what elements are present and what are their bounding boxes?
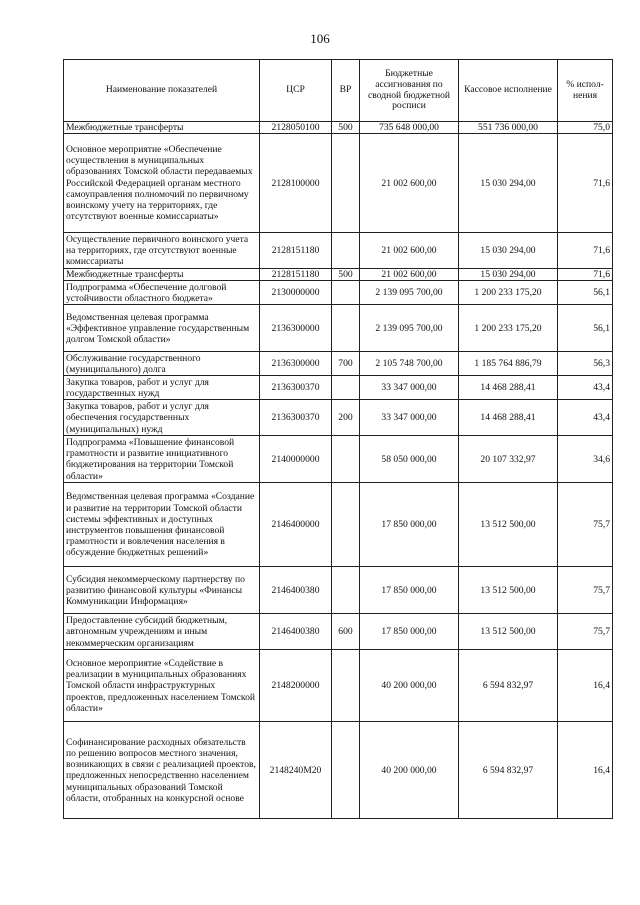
row-csr-cell: 2140000000 bbox=[260, 436, 332, 483]
table-row bbox=[64, 281, 613, 305]
row-assigned-cell: 17 850 000,00 bbox=[360, 614, 459, 650]
row-percent-cell: 71,6 bbox=[558, 233, 613, 269]
row-name-cell: Закупка товаров, работ и услуг для обеспечения государственных (муниципальных) нужд bbox=[64, 400, 260, 436]
row-assigned-cell: 58 050 000,00 bbox=[360, 436, 459, 483]
row-cash-cell: 13 512 500,00 bbox=[459, 567, 558, 614]
row-percent-cell: 71,6 bbox=[558, 134, 613, 233]
row-percent-cell: 56,3 bbox=[558, 352, 613, 376]
page-number: 106 bbox=[310, 31, 330, 46]
budget-execution-table bbox=[63, 59, 613, 819]
row-cash-cell: 15 030 294,00 bbox=[459, 233, 558, 269]
row-cash-cell: 1 200 233 175,20 bbox=[459, 305, 558, 352]
row-csr-cell: 2136300370 bbox=[260, 376, 332, 400]
row-name-cell: Межбюджетные трансферты bbox=[64, 269, 260, 281]
row-csr-cell: 2146400380 bbox=[260, 614, 332, 650]
row-vr-cell: 200 bbox=[332, 400, 360, 436]
header-vr: ВР bbox=[332, 60, 360, 122]
row-percent-cell: 75,0 bbox=[558, 122, 613, 134]
row-csr-cell: 2128100000 bbox=[260, 134, 332, 233]
row-cash-cell: 6 594 832,97 bbox=[459, 650, 558, 722]
row-csr-cell: 2128050100 bbox=[260, 122, 332, 134]
table-row bbox=[64, 722, 613, 819]
row-name-cell: Софинансирование расходных обязательств по решению вопросов местного значения, возникающих в связи с реализацией проектов, предложенных непосредственно населением муниципальных образований Томской области, отобранных на конкурсной основе bbox=[64, 722, 260, 819]
row-percent-cell: 56,1 bbox=[558, 305, 613, 352]
row-assigned-cell: 40 200 000,00 bbox=[360, 722, 459, 819]
row-name-cell: Подпрограмма «Обеспечение долговой устойчивости областного бюджета» bbox=[64, 281, 260, 305]
row-assigned-cell: 40 200 000,00 bbox=[360, 650, 459, 722]
row-percent-cell: 56,1 bbox=[558, 281, 613, 305]
row-vr-cell bbox=[332, 233, 360, 269]
table-body bbox=[64, 122, 613, 819]
table-row bbox=[64, 269, 613, 281]
row-vr-cell bbox=[332, 305, 360, 352]
row-name-cell: Осуществление первичного воинского учета на территориях, где отсутствуют военные комиссариаты bbox=[64, 233, 260, 269]
row-percent-cell: 16,4 bbox=[558, 722, 613, 819]
table-row bbox=[64, 436, 613, 483]
table-row bbox=[64, 376, 613, 400]
row-assigned-cell: 2 139 095 700,00 bbox=[360, 281, 459, 305]
row-csr-cell: 2148200000 bbox=[260, 650, 332, 722]
row-vr-cell bbox=[332, 650, 360, 722]
row-percent-cell: 75,7 bbox=[558, 614, 613, 650]
row-cash-cell: 14 468 288,41 bbox=[459, 400, 558, 436]
row-vr-cell bbox=[332, 281, 360, 305]
header-csr: ЦСР bbox=[260, 60, 332, 122]
row-cash-cell: 6 594 832,97 bbox=[459, 722, 558, 819]
row-assigned-cell: 2 105 748 700,00 bbox=[360, 352, 459, 376]
row-assigned-cell: 735 648 000,00 bbox=[360, 122, 459, 134]
row-csr-cell: 2130000000 bbox=[260, 281, 332, 305]
row-cash-cell: 1 200 233 175,20 bbox=[459, 281, 558, 305]
row-vr-cell bbox=[332, 134, 360, 233]
row-name-cell: Ведомственная целевая программа «Эффективное управление государственным долгом Томской области» bbox=[64, 305, 260, 352]
row-csr-cell: 2136300000 bbox=[260, 352, 332, 376]
row-assigned-cell: 21 002 600,00 bbox=[360, 269, 459, 281]
row-vr-cell bbox=[332, 567, 360, 614]
row-cash-cell: 1 185 764 886,79 bbox=[459, 352, 558, 376]
table-row bbox=[64, 483, 613, 567]
row-vr-cell bbox=[332, 483, 360, 567]
row-name-cell: Обслуживание государственного (муниципального) долга bbox=[64, 352, 260, 376]
row-assigned-cell: 33 347 000,00 bbox=[360, 376, 459, 400]
row-cash-cell: 15 030 294,00 bbox=[459, 269, 558, 281]
row-assigned-cell: 21 002 600,00 bbox=[360, 134, 459, 233]
row-percent-cell: 75,7 bbox=[558, 483, 613, 567]
row-name-cell: Основное мероприятие «Обеспечение осуществления в муниципальных образованиях Томской области передаваемых Российской Федерацией органам местного самоуправления полномочий по первичному воинскому учету на территориях, где отсутствуют военные комиссариаты» bbox=[64, 134, 260, 233]
row-vr-cell bbox=[332, 722, 360, 819]
row-percent-cell: 75,7 bbox=[558, 567, 613, 614]
table-row bbox=[64, 305, 613, 352]
table-row bbox=[64, 400, 613, 436]
row-name-cell: Предоставление субсидий бюджетным, автономным учреждениям и иным некоммерческим организациям bbox=[64, 614, 260, 650]
table-row bbox=[64, 134, 613, 233]
row-csr-cell: 2128151180 bbox=[260, 269, 332, 281]
row-vr-cell: 600 bbox=[332, 614, 360, 650]
row-percent-cell: 16,4 bbox=[558, 650, 613, 722]
row-csr-cell: 2146400380 bbox=[260, 567, 332, 614]
header-name: Наименование показателей bbox=[64, 60, 260, 122]
row-name-cell: Субсидия некоммерческому партнерству по развитию финансовой культуры «Финансы Коммуникации Информация» bbox=[64, 567, 260, 614]
table-row bbox=[64, 567, 613, 614]
row-cash-cell: 13 512 500,00 bbox=[459, 614, 558, 650]
header-assigned: Бюджетные ассигнования по сводной бюджетной росписи bbox=[360, 60, 459, 122]
table-row bbox=[64, 233, 613, 269]
row-vr-cell bbox=[332, 376, 360, 400]
row-csr-cell: 2128151180 bbox=[260, 233, 332, 269]
row-cash-cell: 15 030 294,00 bbox=[459, 134, 558, 233]
table-row bbox=[64, 122, 613, 134]
row-cash-cell: 14 468 288,41 bbox=[459, 376, 558, 400]
row-vr-cell bbox=[332, 436, 360, 483]
table-row bbox=[64, 650, 613, 722]
row-name-cell: Ведомственная целевая программа «Создание и развитие на территории Томской области системы эффективных и доступных инструментов повышения финансовой грамотности и вовлечения населения в обсуждение бюджетных решений» bbox=[64, 483, 260, 567]
row-name-cell: Подпрограмма «Повышение финансовой грамотности и развитие инициативного бюджетирования на территории Томской области» bbox=[64, 436, 260, 483]
row-cash-cell: 551 736 000,00 bbox=[459, 122, 558, 134]
row-assigned-cell: 33 347 000,00 bbox=[360, 400, 459, 436]
row-assigned-cell: 2 139 095 700,00 bbox=[360, 305, 459, 352]
row-name-cell: Межбюджетные трансферты bbox=[64, 122, 260, 134]
row-vr-cell: 700 bbox=[332, 352, 360, 376]
row-assigned-cell: 21 002 600,00 bbox=[360, 233, 459, 269]
row-cash-cell: 20 107 332,97 bbox=[459, 436, 558, 483]
row-vr-cell: 500 bbox=[332, 269, 360, 281]
row-csr-cell: 2136300370 bbox=[260, 400, 332, 436]
header-percent: % испол-нения bbox=[558, 60, 613, 122]
row-percent-cell: 34,6 bbox=[558, 436, 613, 483]
row-csr-cell: 2136300000 bbox=[260, 305, 332, 352]
table-row bbox=[64, 352, 613, 376]
row-percent-cell: 71,6 bbox=[558, 269, 613, 281]
row-assigned-cell: 17 850 000,00 bbox=[360, 483, 459, 567]
row-assigned-cell: 17 850 000,00 bbox=[360, 567, 459, 614]
table-row bbox=[64, 614, 613, 650]
row-csr-cell: 2148240M20 bbox=[260, 722, 332, 819]
row-name-cell: Основное мероприятие «Содействие в реализации в муниципальных образованиях Томской области инфраструктурных проектов, предложенных населением Томской области» bbox=[64, 650, 260, 722]
row-vr-cell: 500 bbox=[332, 122, 360, 134]
row-percent-cell: 43,4 bbox=[558, 400, 613, 436]
header-row bbox=[64, 60, 613, 122]
header-cash: Кассовое исполнение bbox=[459, 60, 558, 122]
row-csr-cell: 2146400000 bbox=[260, 483, 332, 567]
row-percent-cell: 43,4 bbox=[558, 376, 613, 400]
row-cash-cell: 13 512 500,00 bbox=[459, 483, 558, 567]
row-name-cell: Закупка товаров, работ и услуг для государственных нужд bbox=[64, 376, 260, 400]
